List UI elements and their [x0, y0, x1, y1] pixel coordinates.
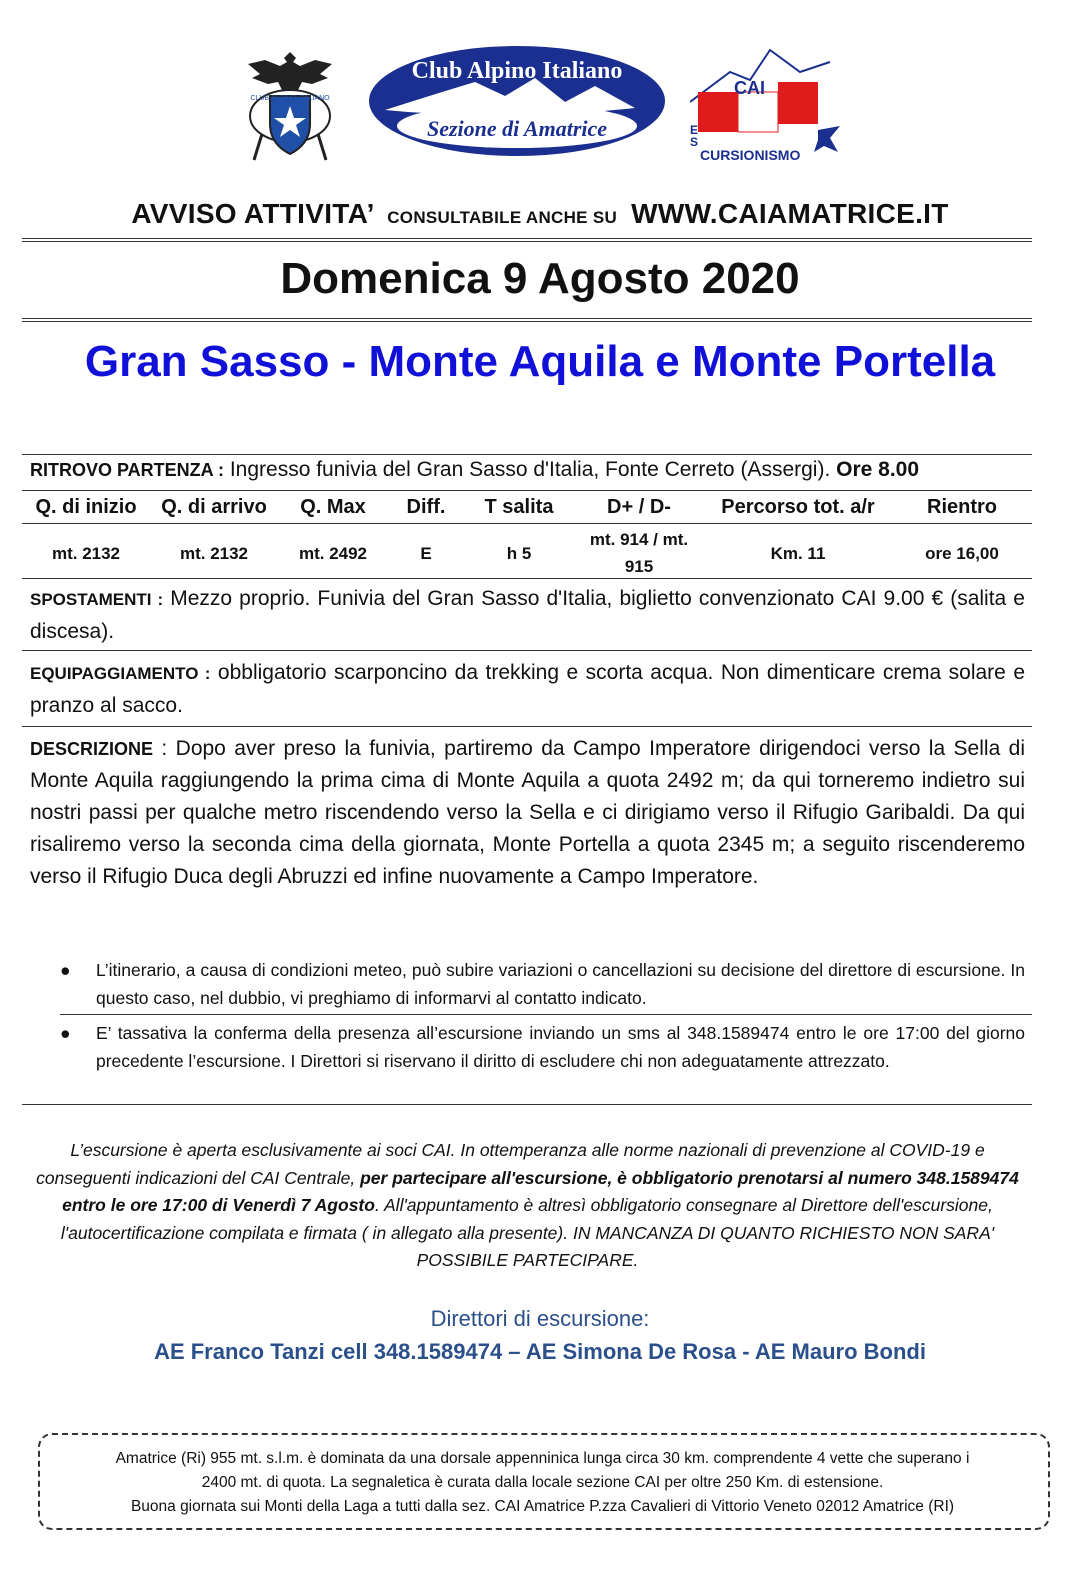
- header-dislivello: D+ / D-: [574, 491, 704, 524]
- spostamenti-section: [30, 583, 1025, 648]
- avviso-small: CONSULTABILE ANCHE SU: [387, 208, 618, 227]
- club-alpino-italiano-logo: [365, 42, 670, 160]
- svg-text:Club Alpino Italiano: Club Alpino Italiano: [411, 58, 623, 84]
- spostamenti-label: SPOSTAMENTI :: [30, 590, 164, 609]
- value-rientro: ore 16,00: [925, 543, 999, 563]
- divider: [22, 238, 1032, 242]
- value-q-inizio: mt. 2132: [51, 543, 121, 563]
- list-item-text: E’ tassativa la conferma della presenza all’escursione inviando un sms al 348.1589474 entro le ore 17:00 del giorno precedente l’escursione. I Direttori si riservano il diritto di escludere chi non adeguatamente attrezzato.: [96, 1023, 1025, 1071]
- notice-part1: L’escursione è aperta esclusivamente ai soci CAI. In ottemperanza alle norme nazionali di prevenzione al COVID-19 e conseguenti indicazioni del CAI Centrale,: [36, 1140, 985, 1188]
- notes-list-2: [60, 1019, 1025, 1075]
- table-row: [22, 524, 1032, 583]
- ritrovo-time: Ore 8.00: [836, 458, 920, 481]
- value-percorso: Km. 11: [770, 543, 826, 563]
- list-item: [60, 956, 1025, 1012]
- divider: [22, 578, 1032, 579]
- event-title: Gran Sasso - Monte Aquila e Monte Portella: [84, 337, 996, 386]
- header-t-salita: T salita: [464, 491, 574, 524]
- header-diff: Diff.: [388, 491, 464, 524]
- value-dislivello: mt. 914 / mt. 915: [589, 530, 689, 576]
- header-q-inizio: Q. di inizio: [22, 491, 150, 524]
- ritrovo-partenza: [30, 458, 1025, 482]
- value-diff: E: [420, 543, 432, 563]
- svg-text:Sezione di Amatrice: Sezione di Amatrice: [426, 116, 608, 141]
- svg-text:E: E: [690, 123, 699, 137]
- ritrovo-text: Ingresso funivia del Gran Sasso d'Italia, Fonte Cerreto (Assergi).: [224, 458, 837, 481]
- divider: [60, 1014, 1032, 1015]
- avviso-heading: [0, 198, 1080, 230]
- divider: [22, 318, 1032, 322]
- value-q-max: mt. 2492: [298, 543, 368, 563]
- header-percorso: Percorso tot. a/r: [704, 491, 892, 524]
- svg-text:S: S: [690, 135, 699, 149]
- table-header-row: [22, 491, 1032, 524]
- svg-text:CURSIONISMO: CURSIONISMO: [700, 147, 801, 163]
- list-item-text: L’itinerario, a causa di condizioni meteo, può subire variazioni o cancellazioni su decisione del direttore di escursione. In questo caso, nel dubbio, vi preghiamo di informarvi al contatto indicato.: [96, 960, 1025, 1008]
- directors-title: Direttori di escursione:: [430, 1306, 650, 1331]
- descrizione-text: : Dopo aver preso la funivia, partiremo da Campo Imperatore dirigendoci verso la Sella di Monte Aquila raggiungendo la prima cima di Monte Aquila a quota 2492 m; da qui torneremo indietro sui nostri passi per qualche metro riscendendo verso la Sella e ci dirigiamo verso il Rifugio Garibaldi. Da qui risaliremo verso la seconda cima della giornata, Monte Portella a quota 2345 m; a seguito riscenderemo verso il Rifugio Duca degli Abruzzi ed infine nuovamente a Campo Imperatore.: [30, 737, 1025, 888]
- descrizione-section: [30, 733, 1025, 893]
- spostamenti-text: Mezzo proprio. Funivia del Gran Sasso d'Italia, biglietto convenzionato CAI 9.00 € (salita e discesa).: [30, 587, 1025, 643]
- bullet-icon: ●: [60, 1023, 71, 1043]
- directors-names: AE Franco Tanzi cell 348.1589474 – AE Simona De Rosa - AE Mauro Bondi: [154, 1339, 926, 1364]
- avviso-site-link[interactable]: WWW.CAIAMATRICE.IT: [631, 198, 949, 229]
- value-t-salita: h 5: [506, 543, 532, 563]
- notes-list: [60, 956, 1025, 1012]
- event-date: Domenica 9 Agosto 2020: [280, 254, 800, 303]
- footer-line-2: 2400 mt. di quota. La segnaletica è curata dalla locale sezione CAI per oltre 250 Km. di estensione.: [201, 1474, 884, 1491]
- ritrovo-label: RITROVO PARTENZA :: [30, 460, 224, 480]
- header-rientro: Rientro: [892, 491, 1032, 524]
- svg-text:CLUB ALPINO ITALIANO: CLUB ALPINO ITALIANO: [250, 95, 330, 102]
- divider: [22, 1104, 1032, 1105]
- cai-eagle-emblem-logo: [240, 44, 340, 164]
- equipaggiamento-text: obbligatorio scarponcino da trekking e scorta acqua. Non dimenticare crema solare e pranzo al sacco.: [30, 661, 1025, 717]
- footer-line-1: Amatrice (Ri) 955 mt. s.l.m. è dominata da una dorsale appenninica lunga circa 30 km. comprendente 4 vette che superano i: [115, 1450, 970, 1467]
- covid-notice: [30, 1137, 1025, 1275]
- footer-text: [60, 1447, 1025, 1519]
- list-item: [60, 1019, 1025, 1075]
- svg-text:CAI: CAI: [734, 78, 765, 98]
- divider: [22, 650, 1032, 651]
- footer-line-3: Buona giornata sui Monti della Laga a tutti dalla sez. CAI Amatrice P.zza Cavalieri di Vittorio Veneto 02012 Amatrice (RI): [130, 1498, 955, 1515]
- header-q-arrivo: Q. di arrivo: [150, 491, 278, 524]
- divider: [22, 726, 1032, 727]
- header-q-max: Q. Max: [278, 491, 388, 524]
- equipaggiamento-label: EQUIPAGGIAMENTO :: [30, 664, 211, 683]
- avviso-main: AVVISO ATTIVITA’: [131, 198, 374, 229]
- equipaggiamento-section: [30, 657, 1025, 722]
- notice-part2: . All'appuntamento è altresì obbligatorio consegnare al Direttore dell'escursione, l'autocertificazione compilata e firmata ( in allegato alla presente). IN MANCANZA DI QUANTO RICHIESTO NON SARA' POSSIBILE PARTECIPARE.: [60, 1195, 995, 1270]
- descrizione-label: DESCRIZIONE: [30, 739, 154, 759]
- cai-escursionismo-logo: [690, 42, 850, 167]
- notice-bold: per partecipare all'escursione, è obbligatorio prenotarsi al numero 348.1589474 entro le ore 17:00 di Venerdì 7 Agosto: [62, 1167, 1019, 1215]
- divider: [22, 454, 1032, 455]
- bullet-icon: ●: [60, 960, 71, 980]
- value-q-arrivo: mt. 2132: [179, 543, 249, 563]
- trip-info-table: [22, 490, 1032, 582]
